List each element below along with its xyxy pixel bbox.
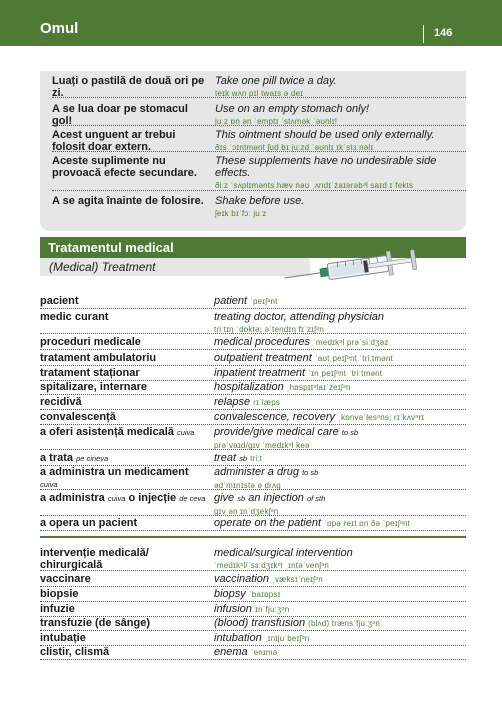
entry-en-note: sb [237,494,246,503]
entry-ro-text-2: o injecție [128,492,177,504]
vocab-entry [40,352,466,366]
vocab-entry [40,617,466,631]
entry-phonetic: ɪnˈfjuːʒᵊn [254,605,290,614]
vocab-entry [40,517,466,531]
vocab-entry [40,646,466,660]
entry-ro [40,466,210,491]
phrase-row [52,195,466,217]
phrase-row [52,103,466,126]
entry-en [214,517,466,529]
entry-en-note: to sb [302,468,319,477]
phrase-row [52,75,466,98]
entry-en [214,603,466,615]
phrase-en-text: Shake before use. [215,195,305,207]
entry-ro: tratament staționar [40,367,140,379]
entry-ro-note: pe cineva [76,454,109,463]
entry-phonetic: ˌvæksɪˈneɪʃᵊn [272,575,323,584]
vocab-entry [40,573,466,587]
phrase-en-text: This ointment should be used only externally. [215,129,435,141]
phrase-ro: Luați o pastilă de două ori pe zi. [52,75,205,99]
entry-en [214,381,466,393]
entry-en-note: to sb [341,428,359,437]
entry-en-text: infusion [214,603,252,615]
entry-en [214,573,466,585]
vocab-entry [40,336,466,350]
chapter-title: Omul [40,20,79,37]
entry-en [214,311,466,335]
entry-ro: medic curant [40,311,109,323]
vocab-entry [40,603,466,617]
entry-ro: recidivă [40,396,82,408]
vocab-entry [40,632,466,646]
entry-phonetic: ˈpeɪʃᵊnt [250,297,278,306]
phrase-row [52,129,466,152]
entry-ro-text: a oferi asistență medicală [40,426,174,438]
entry-ro: proceduri medicale [40,336,141,348]
entry-en [214,452,466,465]
entry-ro: biopsie [40,588,79,600]
entry-en [214,411,466,423]
vocab-entry [40,452,466,466]
entry-en [214,367,466,379]
phrase-phonetic: ðiːz ˈsʌplɪmənts hæv nəʊ ˌʌndɪˈzaɪərəbᵊl saɪd ɪˈfekts [215,181,414,190]
entry-phonetic: ˈmedɪkᵊl prəˈsiːdʒəz [313,338,389,347]
header-divider [423,25,424,43]
entry-en-text: medical/surgical intervention [214,547,353,559]
phrase-phonetic: teɪk wʌn pɪl twaɪs ə deɪ [215,89,304,98]
entry-en-text: outpatient treatment [214,352,312,364]
entry-en [214,588,466,600]
entry-ro: transfuzie (de sânge) [40,617,151,629]
entry-ro-text: a administra [40,492,105,504]
entry-ro-text: a trata [40,452,74,464]
entry-en [214,295,466,307]
entry-phonetic: triːtɪŋ ˈdɒktə; əˈtendɪŋ fɪˈzɪʃᵊn [214,325,324,334]
entry-ro: tratament ambulatoriu [40,352,157,364]
entry-en [214,426,466,451]
entry-en-text: vaccination [214,573,270,585]
entry-en-text: (blood) transfusion [214,617,306,629]
entry-en [214,396,466,408]
vocab-entry [40,492,466,516]
entry-phonetic: gɪv ən ɪnˈdʒekʃᵊn [214,507,279,516]
entry-phonetic: ˈbaɪɒpsɪ [248,590,281,599]
section-title: Tratamentul medical [48,240,174,255]
entry-en-text: treat [214,452,237,464]
entry-en-text: biopsy [214,588,246,600]
vocab-entry [40,311,466,334]
entry-ro [40,492,210,505]
entry-en [214,336,466,348]
entry-en-text: patient [214,295,248,307]
vocab-entry [40,381,466,395]
entry-en [214,632,466,644]
entry-en-text: give [214,492,235,504]
section-subtitle: (Medical) Treatment [49,260,156,274]
phrase-en-text: Take one pill twice a day. [215,75,337,87]
phrase-phonetic: ðɪs ˈɔɪntmənt ʃʊd bɪ juːzd ˈəʊnlɪ ɪkˈstɜːnəlɪ [215,143,374,152]
vocab-entry [40,411,466,425]
entry-ro: a opera un pacient [40,517,138,529]
entry-phonetic: ˌkɒnvəˈlesᵊns; rɪˈkʌvᵊrɪ [338,413,425,422]
vocab-entry [40,295,466,309]
entry-en [214,352,466,364]
entry-ro [40,426,210,439]
entry-en [214,466,466,491]
phrase-en [215,155,461,191]
entry-phonetic: ˈɒpəˌreɪt ɒn ðə ˈpeɪʃᵊnt [324,519,411,528]
phrase-row [52,155,466,191]
phrase-en [215,195,461,219]
entry-phonetic: ˈenɪmə [250,648,278,657]
entry-ro: clistir, clismă [40,646,110,658]
entry-phonetic: rɪˈlæps [253,398,281,407]
entry-phonetic: ˈmedɪkᵊl/ˈsɜːdʒɪkᵊl ˌɪntəˈvenʃᵊn [214,561,330,570]
phrase-phonetic: ʃeɪk bɪˈfɔː juːz [215,209,267,218]
vocab-entry [40,588,466,602]
entry-en-text: hospitalization [214,381,284,393]
phrase-en-text: These supplements have no undesirable side effects. [215,155,437,179]
entry-en-text: provide/give medical care [214,426,339,438]
entry-ro-note-2: de ceva [179,494,206,503]
phrase-ro: Acest unguent ar trebui folosit doar extern. [52,129,176,153]
entry-en-text: relapse [214,396,251,408]
entry-ro-text: a administra un medicament [40,466,189,478]
entry-en-note: sb [239,454,247,463]
entry-en-text: treating doctor, attending physician [214,311,385,323]
entry-phonetic: prəˈvaɪd/gɪv ˈmedɪkᵊl keə [214,441,310,450]
vocab-entry [40,547,466,571]
page-number: 146 [434,27,453,39]
entry-ro-note: cuiva [176,428,195,437]
entry-ro: spitalizare, internare [40,381,147,393]
vocab-entry [40,396,466,410]
phrase-ro: A se lua doar pe stomacul gol! [52,103,188,127]
syringe-icon [282,242,442,292]
phrase-ro: Aceste suplimente nu provoacă efecte secundare. [52,155,197,179]
entry-phonetic: ˈaʊtˌpeɪʃᵊnt ˈtriːtmənt [314,354,394,363]
entry-ro: convalescență [40,411,116,423]
vocab-entry [40,426,466,450]
entry-en-text: administer a drug [214,466,299,478]
entry-ro: infuzie [40,603,75,615]
entry-en-text: operate on the patient [214,517,322,529]
entry-en-text: enema [214,646,248,658]
entry-phonetic: triːt [250,454,263,463]
vocab-entry [40,466,466,490]
entry-en-note-2: of sth [306,494,326,503]
group-separator [40,536,466,538]
phrase-en-text: Use on an empty stomach only! [215,103,370,115]
phrase-phonetic: juːz ɒn ən ˈemptɪ ˈstʌmək ˈəʊnlɪ! [215,117,338,126]
entry-en [214,492,466,517]
entry-en-text: inpatient treatment [214,367,306,379]
entry-en-text-2: an injection [248,492,304,504]
entry-en-text: convalescence, recovery [214,411,336,423]
entry-en-text: medical procedures [214,336,310,348]
entry-en [214,617,466,629]
entry-ro: pacient [40,295,79,307]
entry-phonetic: ədˈmɪnɪstə ə drʌg [214,481,281,490]
entry-en [214,547,466,571]
entry-phonetic: ˈɪnˌpeɪʃᵊnt ˈtriːtmənt [308,369,383,378]
entry-ro: intervenție medicală/ chirurgicală [40,547,149,571]
entry-phonetic: (blʌd) trænsˈfjuːʒᵊn [308,619,380,628]
entry-ro-note: cuiva [107,494,126,503]
entry-en [214,646,466,658]
entry-phonetic: ˌɪntjuˈbeɪʃᵊn [264,634,310,643]
entry-ro: intubație [40,632,86,644]
entry-en-text: intubation [214,632,262,644]
vocab-entry [40,367,466,381]
phrase-en [215,75,461,99]
entry-ro-note: cuiva [40,480,58,489]
phrase-en [215,129,461,153]
phrase-en [215,103,461,127]
phrase-ro: A se agita înainte de folosire. [52,195,204,207]
entry-ro [40,452,210,465]
entry-phonetic: ˌhɒspɪtᵊlaɪˈzeɪʃᵊn [286,383,351,392]
entry-ro: vaccinare [40,573,91,585]
